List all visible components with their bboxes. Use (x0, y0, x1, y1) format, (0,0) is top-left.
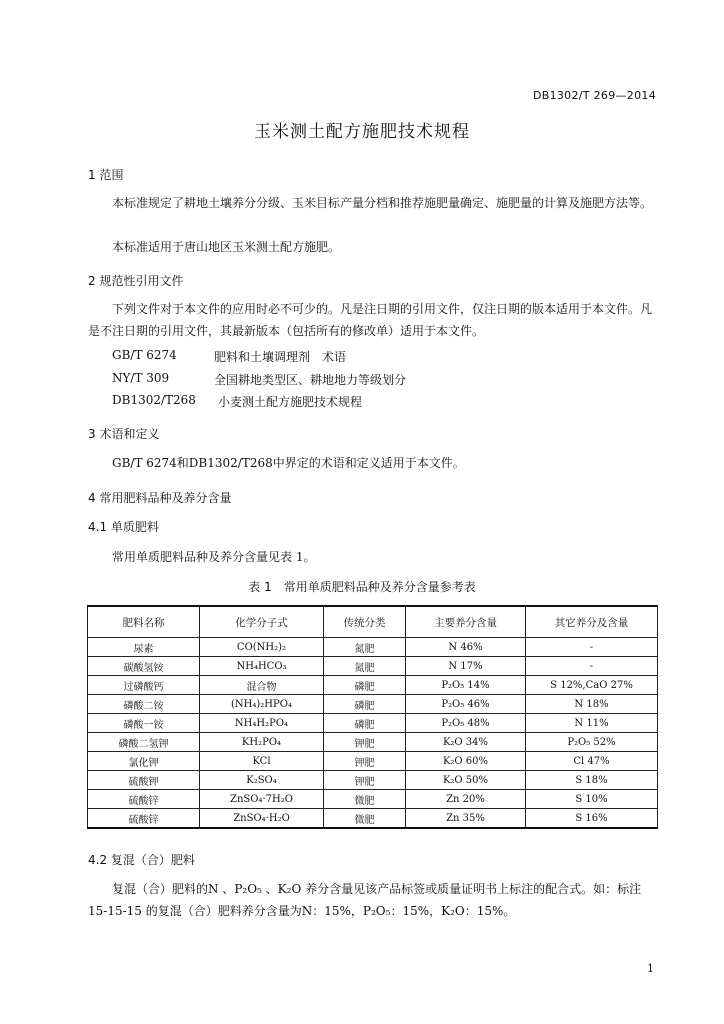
table-cell: K₂O 50% (406, 771, 526, 790)
section-4-1-paragraph: 常用单质肥料品种及养分含量见表 1。 (112, 550, 316, 564)
table-header-cell: 肥料名称 (88, 606, 200, 638)
table-row (88, 733, 658, 752)
table-cell: 硫酸锌 (88, 809, 200, 829)
table-cell: P₂O₅ 14% (406, 676, 526, 695)
document-title: 玉米测土配方施肥技术规程 (254, 122, 470, 142)
reference-code: NY/T 309 (112, 371, 170, 385)
table-cell: 混合物 (200, 676, 324, 695)
section-4-2-paragraph: 复混（合）肥料的N 、P₂O₅ 、K₂O 养分含量见该产品标签或质量证明书上标注的配合式。如：标注 15-15-15 的复混（合）肥料养分含量为N：15%，P₂O₅：15%，K₂O：15%。 (88, 882, 642, 918)
table-cell: N 11% (526, 714, 658, 733)
table-cell: K₂O 60% (406, 752, 526, 771)
fertilizer-table (87, 605, 658, 829)
table-cell: S 18% (526, 771, 658, 790)
reference-title: 肥料和土壤调理剂 术语 (214, 350, 347, 364)
table-header-cell: 其它养分及含量 (526, 606, 658, 638)
table-cell: P₂O₅ 48% (406, 714, 526, 733)
table-cell: - (526, 657, 658, 676)
table-cell: S 16% (526, 809, 658, 829)
table-cell: 过磷酸钙 (88, 676, 200, 695)
table-cell: KCl (200, 752, 324, 771)
table-cell: 磷酸二氢钾 (88, 733, 200, 752)
table-row (88, 752, 658, 771)
table-row (88, 638, 658, 657)
table-cell: KH₂PO₄ (200, 733, 324, 752)
table-cell: S 12%,CaO 27% (526, 676, 658, 695)
table-cell: Zn 35% (406, 809, 526, 829)
section-2-heading: 2 规范性引用文件 (88, 274, 184, 288)
section-4-1-heading: 4.1 单质肥料 (88, 520, 159, 534)
reference-title: 小麦测土配方施肥技术规程 (218, 395, 363, 409)
table-cell: 磷酸一铵 (88, 714, 200, 733)
section-1-paragraph-1: 本标准规定了耕地土壤养分分级、玉米目标产量分档和推荐施肥量确定、施肥量的计算及施肥方法等。 (112, 196, 653, 210)
reference-code: GB/T 6274 (112, 348, 177, 362)
table-cell: ZnSO₄·7H₂O (200, 790, 324, 809)
table-cell: 微肥 (324, 809, 406, 829)
table-cell: NH₄H₂PO₄ (200, 714, 324, 733)
table-cell: 碳酸氢铵 (88, 657, 200, 676)
section-3-heading: 3 术语和定义 (88, 427, 160, 441)
section-4-2-heading: 4.2 复混（合）肥料 (88, 853, 195, 867)
table-row (88, 771, 658, 790)
table-cell: (NH₄)₂HPO₄ (200, 695, 324, 714)
table-cell: 硫酸钾 (88, 771, 200, 790)
table-cell: 氮肥 (324, 638, 406, 657)
standard-number: DB1302/T 269—2014 (532, 89, 656, 102)
table-row (88, 676, 658, 695)
reference-title: 全国耕地类型区、耕地地力等级划分 (214, 373, 407, 387)
table-cell: N 17% (406, 657, 526, 676)
table-cell: 磷肥 (324, 714, 406, 733)
table-cell: K₂O 34% (406, 733, 526, 752)
table-header-cell: 主要养分含量 (406, 606, 526, 638)
table-cell: S 10% (526, 790, 658, 809)
table-cell: 钾肥 (324, 752, 406, 771)
section-1-paragraph-2: 本标准适用于唐山地区玉米测土配方施肥。 (112, 240, 341, 254)
table-cell: Cl 47% (526, 752, 658, 771)
table-row (88, 695, 658, 714)
table-cell: 微肥 (324, 790, 406, 809)
table-row (88, 790, 658, 809)
table-cell: N 18% (526, 695, 658, 714)
table-cell: K₂SO₄ (200, 771, 324, 790)
table-cell: P₂O₅ 52% (526, 733, 658, 752)
table-header-cell: 传统分类 (324, 606, 406, 638)
table-header-row (88, 606, 658, 638)
table-cell: 钾肥 (324, 771, 406, 790)
table-cell: - (526, 638, 658, 657)
table-cell: 尿素 (88, 638, 200, 657)
table-cell: 硫酸锌 (88, 790, 200, 809)
table-cell: CO(NH₂)₂ (200, 638, 324, 657)
table-cell: N 46% (406, 638, 526, 657)
table-cell: 磷酸二铵 (88, 695, 200, 714)
table-cell: 磷肥 (324, 695, 406, 714)
section-3-paragraph-1: GB/T 6274和DB1302/T268中界定的术语和定义适用于本文件。 (112, 456, 465, 470)
table-header-cell: 化学分子式 (200, 606, 324, 638)
table-cell: P₂O₅ 46% (406, 695, 526, 714)
table-cell: NH₄HCO₃ (200, 657, 324, 676)
table-cell: 氮肥 (324, 657, 406, 676)
table-cell: Zn 20% (406, 790, 526, 809)
section-1-heading: 1 范围 (88, 168, 124, 182)
table-row (88, 714, 658, 733)
table-cell: 氯化钾 (88, 752, 200, 771)
section-4-heading: 4 常用肥料品种及养分含量 (88, 491, 232, 505)
table-cell: 钾肥 (324, 733, 406, 752)
table-row (88, 657, 658, 676)
table-cell: ZnSO₄·H₂O (200, 809, 324, 829)
table-row (88, 809, 658, 829)
table-1-caption: 表 1 常用单质肥料品种及养分含量参考表 (248, 580, 476, 594)
reference-code: DB1302/T268 (112, 393, 196, 407)
table-cell: 磷肥 (324, 676, 406, 695)
section-2-paragraph-1: 下列文件对于本文件的应用时必不可少的。凡是注日期的引用文件，仅注日期的版本适用于本文件。凡是不注日期的引用文件，其最新版本（包括所有的修改单）适用于本文件。 (88, 302, 653, 338)
page-number: 1 (647, 962, 654, 975)
